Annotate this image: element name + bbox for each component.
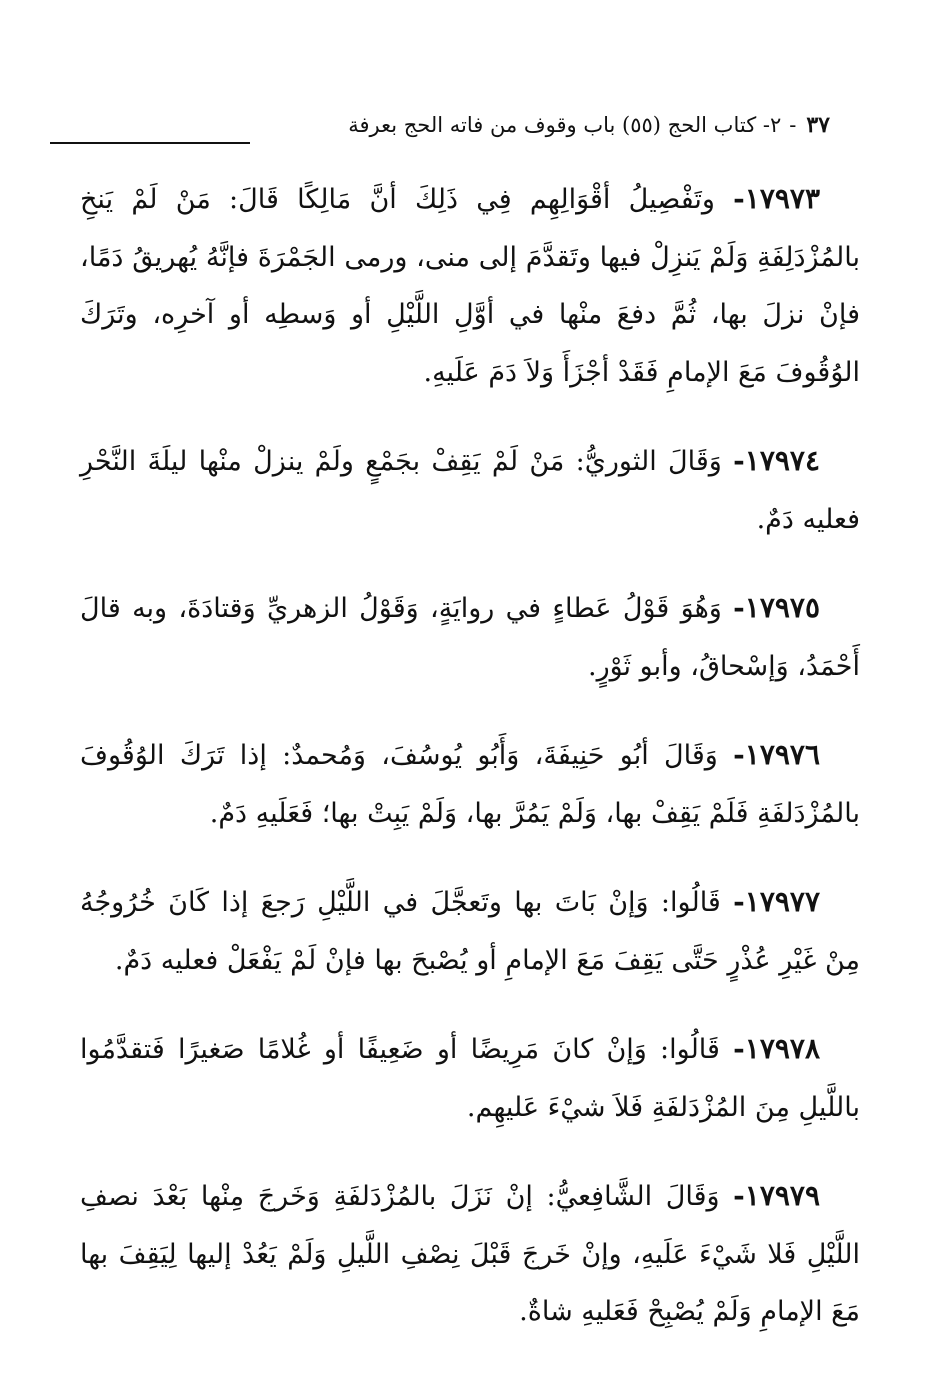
paragraph-text: وتَفْصِيلُ أقْوَالِهِم فِي ذَلِكَ أنَّ مَالِكًا قَالَ: مَنْ لَمْ يَنخِ بالمُزْدَلِفَةِ وَلَمْ يَنزِلْ فيها وتَقدَّمَ إلى منى، ورمى الجَمْرَةَ فإنَّهُ يُهريقُ دَمًا، فإنْ نزلَ بها، ثُمَّ دفعَ منْها في أوَّلِ اللَّيْلِ أو وَسطِه أو آخرِه، وتَرَكَ الوُقُوفَ مَعَ الإمامِ فَقَدْ أجْزَأَ وَلاَ دَمَ عَلَيهِ. (80, 184, 860, 388)
paragraph-text: وَقَالَ الثوريُّ: مَنْ لَمْ يَقِفْ بجَمْعٍ ولَمْ ينزلْ منْها ليلَةَ النَّحْرِ فعليه دَمٌ. (80, 446, 860, 535)
paragraph-17977 (80, 873, 860, 989)
paragraph-17973 (80, 170, 860, 401)
paragraph-17975 (80, 579, 860, 695)
header-rule (50, 142, 250, 144)
running-header (130, 106, 830, 144)
page-body (80, 170, 860, 1372)
paragraph-text: وَقَالَ أبُو حَنِيفَةَ، وَأَبُو يُوسُفَ، وَمُحمدٌ: إذا تَرَكَ الوُقُوفَ بالمُزْدَلفَةِ فَلَمْ يَقِفْ بها، وَلَمْ يَمُرَّ بها، وَلَمْ يَبِتْ بها؛ فَعَلَيهِ دَمٌ. (80, 740, 860, 829)
paragraph-number: ١٧٩٧٣- (733, 182, 820, 215)
paragraph-number: ١٧٩٧٦- (733, 738, 820, 771)
paragraph-text: قَالُوا: وَإنْ كانَ مَرِيضًا أو ضَعِيفًا أو غُلامًا صَغيرًا فَتقدَّمُوا باللَّيلِ مِنَ المُزْدَلفَةِ فَلاَ شيْءَ عَليهِم. (80, 1034, 860, 1123)
paragraph-number: ١٧٩٧٤- (733, 444, 820, 477)
paragraph-text: قَالُوا: وَإنْ بَاتَ بها وتَعجَّلَ في اللَّيْلِ رَجعَ إذا كَانَ خُرُوجُهُ مِنْ غَيْرِ عُذْرٍ حَتَّى يَقِفَ مَعَ الإمامِ أو يُصْبحَ بها فإنْ لَمْ يَفْعَلْ فعليه دَمٌ. (80, 887, 860, 976)
paragraph-17976 (80, 726, 860, 842)
paragraph-text: وَقَالَ الشَّافِعيُّ: إنْ نَزَلَ بالمُزْدَلفَةِ وَخَرجَ مِنْها بَعْدَ نصفِ اللَّيْلِ فَلا شَيْءَ عَلَيهِ، وإنْ خَرجَ قَبْلَ نِصْفِ اللَّيلِ وَلَمْ يَعُدْ إليها لِيَقِفَ بها مَعَ الإمامِ وَلَمْ يُصْبِحْ فَعَليهِ شاةٌ. (80, 1181, 860, 1327)
paragraph-17974 (80, 432, 860, 548)
paragraph-number: ١٧٩٧٥- (733, 591, 820, 624)
paragraph-17978 (80, 1020, 860, 1136)
paragraph-number: ١٧٩٧٨- (733, 1032, 820, 1065)
paragraph-number: ١٧٩٧٧- (733, 885, 820, 918)
chapter-title: ٢- كتاب الحج (٥٥) باب وقوف من فاته الحج بعرفة (348, 113, 782, 137)
paragraph-number: ١٧٩٧٩- (733, 1179, 820, 1212)
page-number: ٣٧ (806, 112, 830, 138)
header-separator: - (789, 113, 797, 137)
paragraph-17979 (80, 1167, 860, 1341)
paragraph-text: وَهُوَ قَوْلُ عَطاءٍ في روايَةٍ، وَقَوْلُ الزهريِّ وَقتادَةَ، وبه قالَ أَحْمَدُ، وَإسْحاقُ، وأبو ثَوْرٍ. (80, 593, 860, 682)
